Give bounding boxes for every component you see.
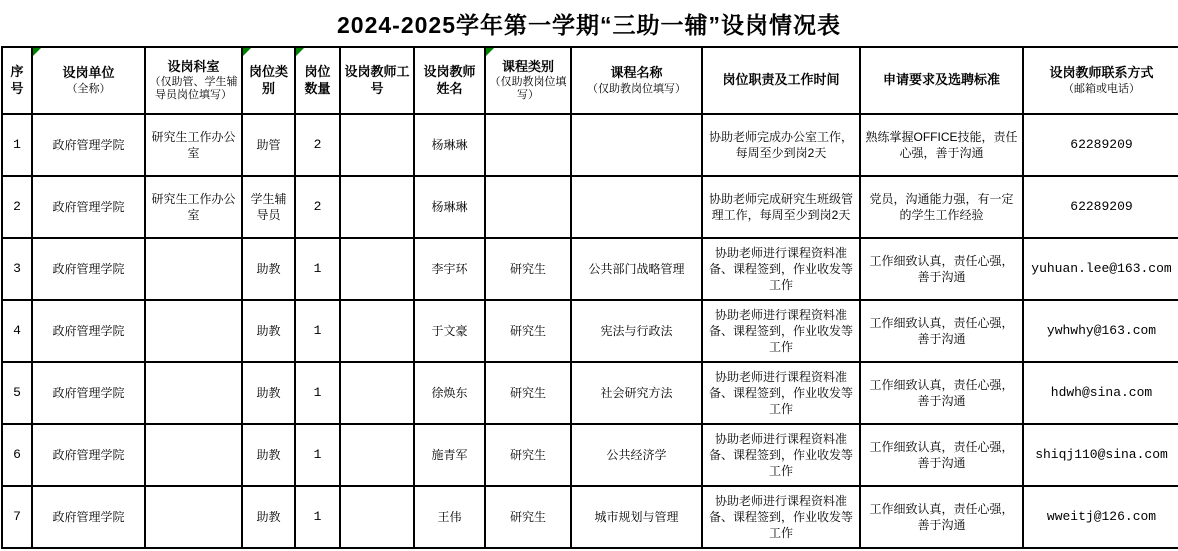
header-cell-duties[interactable]: [702, 47, 860, 114]
cell-row3-contact[interactable]: yuhuan.lee@163.com: [1023, 238, 1178, 300]
header-sub-label: （仅助管、学生辅导员岗位填写）: [149, 75, 238, 102]
header-label: 设岗单位: [62, 65, 115, 81]
cell-row2-teacher-id[interactable]: [340, 176, 414, 238]
cell-row6-teacher-id[interactable]: [340, 424, 414, 486]
cell-row5-category[interactable]: 助教: [242, 362, 295, 424]
cell-row7-category[interactable]: 助教: [242, 486, 295, 548]
cell-row6-quantity[interactable]: 1: [295, 424, 340, 486]
cell-row2-course-type[interactable]: [485, 176, 571, 238]
excel-error-triangle-icon: [243, 48, 251, 56]
header-sub-label: （仅助教岗位填写）: [489, 75, 567, 102]
excel-error-triangle-icon: [296, 48, 304, 56]
header-sub-label: （全称）: [66, 82, 111, 95]
cell-row2-requirements[interactable]: 党员，沟通能力强，有一定的学生工作经验: [860, 176, 1023, 238]
cell-row6-unit[interactable]: 政府管理学院: [32, 424, 145, 486]
cell-row6-requirements[interactable]: 工作细致认真，责任心强，善于沟通: [860, 424, 1023, 486]
header-sub-label: （邮箱或电话）: [1063, 82, 1140, 95]
cell-row7-requirements[interactable]: 工作细致认真，责任心强，善于沟通: [860, 486, 1023, 548]
cell-row1-teacher-id[interactable]: [340, 114, 414, 176]
header-label: 申请要求及选聘标准: [882, 72, 1000, 88]
cell-row7-course-type[interactable]: 研究生: [485, 486, 571, 548]
cell-row7-quantity[interactable]: 1: [295, 486, 340, 548]
cell-row4-index[interactable]: 4: [2, 300, 32, 362]
cell-row7-unit[interactable]: 政府管理学院: [32, 486, 145, 548]
header-label: 课程名称: [610, 65, 663, 81]
header-sub-label: （仅助教岗位填写）: [587, 82, 686, 95]
cell-row5-requirements[interactable]: 工作细致认真，责任心强，善于沟通: [860, 362, 1023, 424]
cell-row5-course-type[interactable]: 研究生: [485, 362, 571, 424]
excel-error-triangle-icon: [33, 48, 41, 56]
cell-row4-teacher-name[interactable]: 于文豪: [414, 300, 485, 362]
cell-row4-contact[interactable]: ywhwhy@163.com: [1023, 300, 1178, 362]
cell-row5-unit[interactable]: 政府管理学院: [32, 362, 145, 424]
cell-row5-department[interactable]: [145, 362, 242, 424]
cell-row3-unit[interactable]: 政府管理学院: [32, 238, 145, 300]
cell-row2-unit[interactable]: 政府管理学院: [32, 176, 145, 238]
table-row: [2, 300, 1178, 362]
header-cell-course-type[interactable]: [485, 47, 571, 114]
cell-row2-teacher-name[interactable]: 杨琳琳: [414, 176, 485, 238]
header-cell-quantity[interactable]: [295, 47, 340, 114]
cell-row2-category[interactable]: 学生辅导员: [242, 176, 295, 238]
cell-row3-course-name[interactable]: 公共部门战略管理: [571, 238, 702, 300]
header-label: 设岗教师工号: [344, 64, 410, 96]
cell-row6-duties[interactable]: 协助老师进行课程资料准备、课程签到，作业收发等工作: [702, 424, 860, 486]
cell-row5-course-name[interactable]: 社会研究方法: [571, 362, 702, 424]
table-row: [2, 486, 1178, 548]
excel-error-triangle-icon: [486, 48, 494, 56]
cell-row7-course-name[interactable]: 城市规划与管理: [571, 486, 702, 548]
cell-row6-teacher-name[interactable]: 施青军: [414, 424, 485, 486]
cell-row1-teacher-name[interactable]: 杨琳琳: [414, 114, 485, 176]
cell-row1-requirements[interactable]: 熟练掌握OFFICE技能，责任心强，善于沟通: [860, 114, 1023, 176]
cell-row5-duties[interactable]: 协助老师进行课程资料准备、课程签到，作业收发等工作: [702, 362, 860, 424]
cell-row1-course-name[interactable]: [571, 114, 702, 176]
cell-row3-duties[interactable]: 协助老师进行课程资料准备、课程签到，作业收发等工作: [702, 238, 860, 300]
table-header: [2, 47, 1178, 114]
cell-row1-contact[interactable]: 62289209: [1023, 114, 1178, 176]
cell-row3-index[interactable]: 3: [2, 238, 32, 300]
cell-row4-department[interactable]: [145, 300, 242, 362]
cell-row6-course-type[interactable]: 研究生: [485, 424, 571, 486]
header-cell-teacher-id[interactable]: [340, 47, 414, 114]
cell-row6-category[interactable]: 助教: [242, 424, 295, 486]
cell-row2-index[interactable]: 2: [2, 176, 32, 238]
cell-row4-course-type[interactable]: 研究生: [485, 300, 571, 362]
cell-row3-teacher-id[interactable]: [340, 238, 414, 300]
header-label: 设岗科室: [167, 58, 220, 74]
cell-row3-category[interactable]: 助教: [242, 238, 295, 300]
table-row: [2, 424, 1178, 486]
cell-row2-duties[interactable]: 协助老师完成研究生班级管理工作，每周至少到岗2天: [702, 176, 860, 238]
cell-row4-quantity[interactable]: 1: [295, 300, 340, 362]
cell-row3-requirements[interactable]: 工作细致认真，责任心强，善于沟通: [860, 238, 1023, 300]
cell-row3-department[interactable]: [145, 238, 242, 300]
position-table: [1, 46, 1178, 549]
cell-row4-course-name[interactable]: 宪法与行政法: [571, 300, 702, 362]
cell-row5-index[interactable]: 5: [2, 362, 32, 424]
header-cell-department[interactable]: [145, 47, 242, 114]
cell-row5-teacher-name[interactable]: 徐焕东: [414, 362, 485, 424]
cell-row2-contact[interactable]: 62289209: [1023, 176, 1178, 238]
cell-row7-teacher-name[interactable]: 王伟: [414, 486, 485, 548]
header-label: 序号: [10, 64, 24, 96]
header-cell-teacher-name[interactable]: [414, 47, 485, 114]
cell-row4-teacher-id[interactable]: [340, 300, 414, 362]
header-cell-requirements[interactable]: [860, 47, 1023, 114]
cell-row6-department[interactable]: [145, 424, 242, 486]
header-cell-category[interactable]: [242, 47, 295, 114]
table-row: [2, 238, 1178, 300]
header-cell-course-name[interactable]: [571, 47, 702, 114]
header-label: 设岗教师联系方式: [1049, 65, 1154, 81]
cell-row6-contact[interactable]: shiqj110@sina.com: [1023, 424, 1178, 486]
header-label: 岗位数量: [304, 64, 331, 96]
cell-row4-duties[interactable]: 协助老师进行课程资料准备、课程签到，作业收发等工作: [702, 300, 860, 362]
cell-row5-quantity[interactable]: 1: [295, 362, 340, 424]
header-label: 岗位类别: [248, 64, 288, 96]
cell-row3-teacher-name[interactable]: 李宇环: [414, 238, 485, 300]
cell-row4-unit[interactable]: 政府管理学院: [32, 300, 145, 362]
header-cell-contact[interactable]: [1023, 47, 1178, 114]
cell-row5-teacher-id[interactable]: [340, 362, 414, 424]
cell-row7-duties[interactable]: 协助老师进行课程资料准备、课程签到，作业收发等工作: [702, 486, 860, 548]
table-row: [2, 362, 1178, 424]
table-body: [2, 114, 1178, 548]
cell-row2-department[interactable]: 研究生工作办公室: [145, 176, 242, 238]
cell-row3-quantity[interactable]: 1: [295, 238, 340, 300]
cell-row1-unit[interactable]: 政府管理学院: [32, 114, 145, 176]
cell-row1-quantity[interactable]: 2: [295, 114, 340, 176]
cell-row7-department[interactable]: [145, 486, 242, 548]
cell-row1-category[interactable]: 助管: [242, 114, 295, 176]
cell-row2-course-name[interactable]: [571, 176, 702, 238]
cell-row1-department[interactable]: 研究生工作办公室: [145, 114, 242, 176]
cell-row4-category[interactable]: 助教: [242, 300, 295, 362]
cell-row1-index[interactable]: 1: [2, 114, 32, 176]
header-label: 设岗教师姓名: [423, 64, 476, 96]
cell-row5-contact[interactable]: hdwh@sina.com: [1023, 362, 1178, 424]
sheet-title: 2024-2025学年第一学期“三助一辅”设岗情况表: [337, 11, 841, 38]
header-row: [2, 47, 1178, 114]
cell-row6-index[interactable]: 6: [2, 424, 32, 486]
cell-row6-course-name[interactable]: 公共经济学: [571, 424, 702, 486]
cell-row7-teacher-id[interactable]: [340, 486, 414, 548]
header-cell-index[interactable]: [2, 47, 32, 114]
cell-row4-requirements[interactable]: 工作细致认真，责任心强，善于沟通: [860, 300, 1023, 362]
cell-row7-contact[interactable]: wweitj@126.com: [1023, 486, 1178, 548]
header-cell-unit[interactable]: [32, 47, 145, 114]
header-label: 课程类别: [501, 58, 554, 74]
header-label: 岗位职责及工作时间: [722, 72, 840, 88]
cell-row7-index[interactable]: 7: [2, 486, 32, 548]
cell-row2-quantity[interactable]: 2: [295, 176, 340, 238]
table-row: [2, 114, 1178, 176]
cell-row1-duties[interactable]: 协助老师完成办公室工作，每周至少到岗2天: [702, 114, 860, 176]
table-row: [2, 176, 1178, 238]
cell-row3-course-type[interactable]: 研究生: [485, 238, 571, 300]
cell-row1-course-type[interactable]: [485, 114, 571, 176]
